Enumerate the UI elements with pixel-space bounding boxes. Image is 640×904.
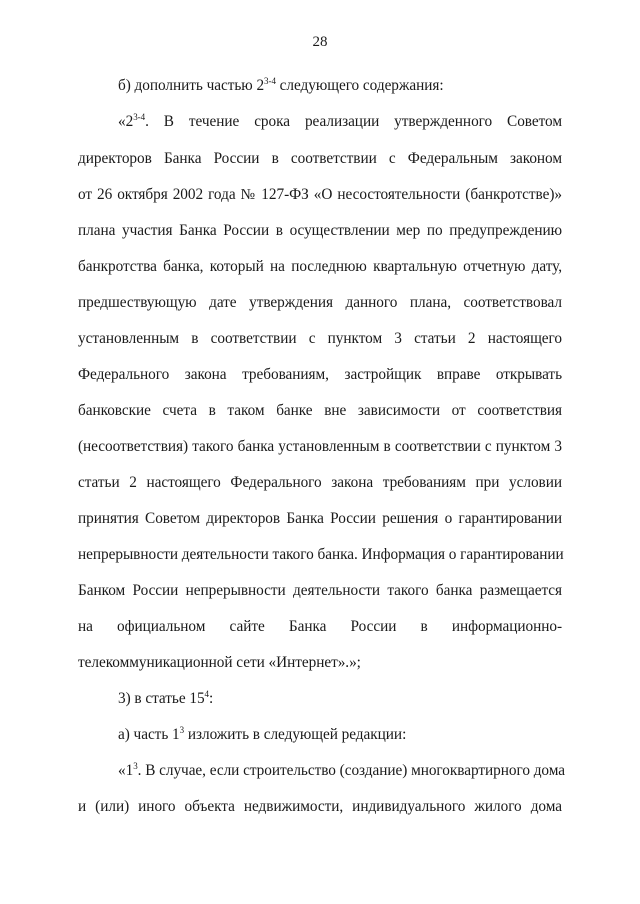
part-2-3-4-superscript: 3-4 [133,112,146,122]
item-a-superscript: 3 [179,725,185,735]
paragraph-line: директоров Банка России в соответствии с Федеральным законом [78,150,562,167]
paragraph-line: и (или) иного объекта недвижимости, индивидуального жилого дома [78,798,562,815]
paragraph-line: Банком России непрерывности деятельности такого банка размещается [78,582,562,599]
paragraph-line: плана участия Банка России в осуществлении мер по предупреждению [78,222,562,239]
paragraph-line: предшествующую дате утверждения данного плана, соответствовал [78,294,562,311]
item-a-text-after: изложить в следующей редакции: [184,726,407,743]
paragraph-last-line: телекоммуникационной сети «Интернет».»; [78,654,361,671]
paragraph-line: принятия Советом директоров Банка России решения о гарантировании [78,510,562,527]
item-b-superscript: 3-4 [264,76,276,86]
paragraph-line: банковские счета в таком банке вне зависимости от соответствия [78,402,562,419]
part-1-3-superscript: 3 [133,761,138,771]
paragraph-line: банкротства банка, который на последнюю квартальную отчетную дату, [78,258,562,275]
item-3-line [118,689,213,709]
page-number: 28 [312,34,328,50]
part-1-3-first-line-rest: . В случае, если строительство (создание) многоквартирного дома [137,762,565,779]
item-3-superscript: 4 [204,689,209,699]
part-2-3-4-first-line-rest: . В течение срока реализации утвержденного Советом [145,113,562,130]
part-1-3-open-quote: «1 [118,762,134,779]
paragraph-line: статьи 2 настоящего Федерального закона требованиям при условии [78,474,562,491]
paragraph-line: установленным в соответствии с пунктом 3 статьи 2 настоящего [78,330,562,347]
paragraph-line: от 26 октября 2002 года № 127-ФЗ «О несостоятельности (банкротстве)» [78,186,562,203]
paragraph-line: на официальном сайте Банка России в информационно- [78,618,562,635]
part-2-3-4-first-line [118,112,562,132]
item-a-line [118,725,406,745]
paragraph-line: Федерального закона требованиям, застройщик вправе открывать [78,366,562,383]
item-3-text-before: 3) в статье 15 [118,690,205,707]
part-2-3-4-open-quote: «2 [118,113,134,130]
item-b-text-after: следующего содержания: [275,77,444,94]
paragraph-line: (несоответствия) такого банка установленным в соответствии с пунктом 3 [78,438,562,455]
item-a-text-before: а) часть 1 [118,726,180,743]
item-3-text-after: : [209,690,214,707]
part-1-3-first-line [118,761,565,781]
item-b-line [118,76,444,96]
paragraph-line: непрерывности деятельности такого банка. Информация о гарантировании [78,546,564,563]
item-b-text-before: б) дополнить частью 2 [118,77,265,94]
